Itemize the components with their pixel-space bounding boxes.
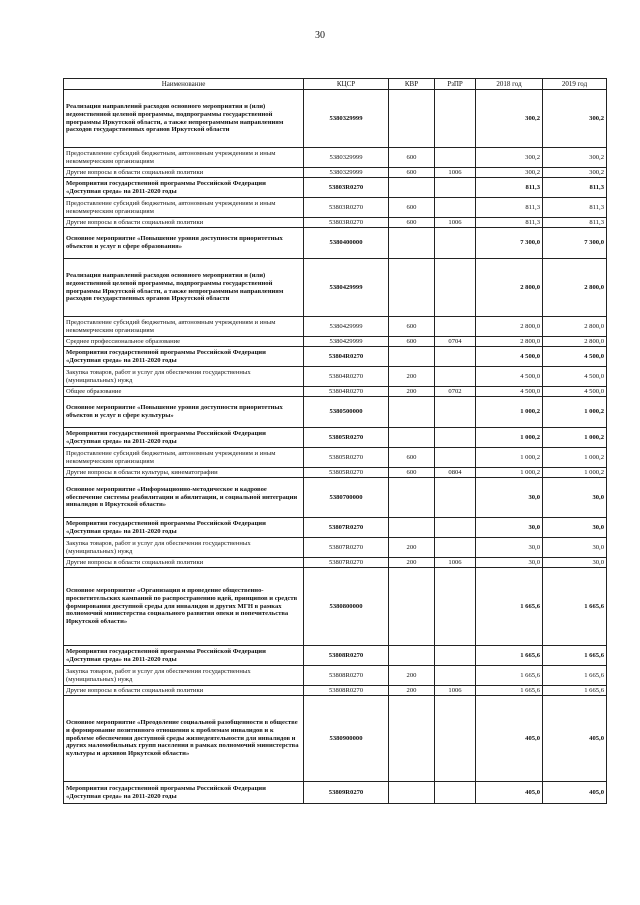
cell-name: Реализация направлений расходов основного мероприятия и (или) ведомственной целевой программы, подпрограммы государственной программы Иркутской области, а также непрограммным направлениям расходов государственных органов Иркутской области [64,90,304,148]
cell-2018: 300,2 [476,168,543,178]
cell-name: Основное мероприятие «Организация и проведение общественно-просветительских кампаний по распространению идей, принципов и средств формирования доступной среды для инвалидов и других МГН в рамках полномочий министерства социального развития опеки и попечительства Иркутской области» [64,568,304,646]
table-row [64,347,607,367]
cell-2018: 300,2 [476,148,543,168]
cell-kvr [389,568,435,646]
cell-kvr [389,259,435,317]
cell-2019: 1 000,2 [543,468,607,478]
cell-name: Мероприятия государственной программы Российской Федерации «Доступная среда» на 2011-2020 годы [64,518,304,538]
header-rzpr: РзПР [435,79,476,90]
cell-name: Основное мероприятие «Повышение уровня доступности приоритетных объектов и услуг в сфере образования» [64,228,304,259]
cell-2019: 405,0 [543,696,607,782]
cell-kcsr: 53805R0270 [304,468,389,478]
cell-2019: 1 665,6 [543,666,607,686]
cell-kvr [389,646,435,666]
cell-2019: 7 300,0 [543,228,607,259]
cell-kcsr: 5380329999 [304,168,389,178]
cell-kcsr: 5380429999 [304,317,389,337]
cell-rzpr: 1006 [435,558,476,568]
cell-rzpr [435,782,476,804]
cell-2019: 1 665,6 [543,686,607,696]
cell-kvr [389,518,435,538]
cell-rzpr [435,666,476,686]
cell-kvr [389,228,435,259]
cell-name: Основное мероприятие «Повышение уровня доступности приоритетных объектов и услуг в сфере культуры» [64,397,304,428]
cell-rzpr [435,148,476,168]
header-kvr: КВР [389,79,435,90]
table-body [64,90,607,804]
cell-kvr: 200 [389,387,435,397]
table-row [64,646,607,666]
cell-2019: 1 000,2 [543,397,607,428]
cell-2019: 811,3 [543,178,607,198]
cell-2018: 30,0 [476,518,543,538]
table-row [64,397,607,428]
cell-kcsr: 5380700000 [304,478,389,518]
cell-rzpr [435,367,476,387]
cell-kcsr: 53803R0270 [304,218,389,228]
cell-kvr: 600 [389,317,435,337]
cell-name: Основное мероприятие «Преодоление социальной разобщенности в обществе и формирование позитивного отношения к проблемам инвалидов и к проблеме обеспечения доступной среды жизнедеятельности для инвалидов и других маломобильных групп населения в рамках полномочий министерства культуры и архивов Иркутской области» [64,696,304,782]
cell-2019: 1 665,6 [543,568,607,646]
table-row [64,782,607,804]
cell-name: Другие вопросы в области социальной политики [64,686,304,696]
cell-rzpr [435,259,476,317]
cell-kcsr: 53809R0270 [304,782,389,804]
cell-2018: 1 000,2 [476,428,543,448]
cell-2018: 30,0 [476,478,543,518]
cell-name: Предоставление субсидий бюджетным, автономным учреждениям и иным некоммерческим организациям [64,448,304,468]
cell-2018: 4 500,0 [476,387,543,397]
cell-kcsr: 5380429999 [304,337,389,347]
cell-2019: 2 800,0 [543,317,607,337]
cell-kcsr: 53805R0270 [304,428,389,448]
cell-kvr [389,90,435,148]
cell-2019: 300,2 [543,168,607,178]
cell-kvr [389,696,435,782]
cell-2019: 30,0 [543,518,607,538]
cell-kvr [389,478,435,518]
cell-2019: 405,0 [543,782,607,804]
table-row [64,538,607,558]
cell-kvr [389,782,435,804]
cell-2018: 1 665,6 [476,666,543,686]
cell-rzpr [435,518,476,538]
cell-kcsr: 53808R0270 [304,666,389,686]
table-row [64,478,607,518]
table-row [64,228,607,259]
cell-2018: 1 000,2 [476,397,543,428]
cell-name: Общее образование [64,387,304,397]
cell-name: Предоставление субсидий бюджетным, автономным учреждениям и иным некоммерческим организациям [64,198,304,218]
cell-kvr: 200 [389,558,435,568]
table-row [64,148,607,168]
cell-kvr: 600 [389,337,435,347]
cell-rzpr [435,178,476,198]
cell-kvr: 600 [389,218,435,228]
cell-kvr: 200 [389,666,435,686]
cell-kvr: 600 [389,468,435,478]
cell-name: Мероприятия государственной программы Российской Федерации «Доступная среда» на 2011-2020 годы [64,646,304,666]
table-row [64,428,607,448]
cell-kcsr: 53807R0270 [304,518,389,538]
cell-kvr: 600 [389,198,435,218]
cell-rzpr [435,696,476,782]
cell-rzpr: 1006 [435,168,476,178]
cell-2018: 2 800,0 [476,259,543,317]
cell-name: Закупка товаров, работ и услуг для обеспечения государственных (муниципальных) нужд [64,538,304,558]
cell-name: Предоставление субсидий бюджетным, автономным учреждениям и иным некоммерческим организациям [64,148,304,168]
cell-rzpr [435,228,476,259]
cell-2019: 811,3 [543,198,607,218]
cell-name: Другие вопросы в области социальной политики [64,168,304,178]
cell-2019: 2 800,0 [543,259,607,317]
header-2018: 2018 год [476,79,543,90]
cell-kvr [389,178,435,198]
table-row [64,198,607,218]
cell-rzpr [435,448,476,468]
cell-kvr: 600 [389,448,435,468]
table-row [64,666,607,686]
cell-kcsr: 53803R0270 [304,178,389,198]
cell-name: Мероприятия государственной программы Российской Федерации «Доступная среда» на 2011-2020 годы [64,782,304,804]
cell-2019: 300,2 [543,148,607,168]
cell-kcsr: 53805R0270 [304,448,389,468]
cell-2019: 300,2 [543,90,607,148]
cell-2018: 2 800,0 [476,337,543,347]
cell-2019: 1 665,6 [543,646,607,666]
table-row [64,696,607,782]
cell-kcsr: 5380400000 [304,228,389,259]
cell-kcsr: 5380429999 [304,259,389,317]
table-row [64,568,607,646]
cell-rzpr [435,347,476,367]
cell-2018: 1 665,6 [476,568,543,646]
cell-rzpr [435,198,476,218]
cell-kvr: 200 [389,538,435,558]
cell-2019: 4 500,0 [543,367,607,387]
cell-rzpr [435,90,476,148]
cell-kvr: 600 [389,148,435,168]
cell-2019: 1 000,2 [543,428,607,448]
cell-2019: 4 500,0 [543,387,607,397]
cell-name: Среднее профессиональное образование [64,337,304,347]
table-row [64,259,607,317]
cell-2019: 4 500,0 [543,347,607,367]
table-row [64,387,607,397]
cell-name: Мероприятия государственной программы Российской Федерации «Доступная среда» на 2011-2020 годы [64,178,304,198]
cell-2018: 811,3 [476,218,543,228]
cell-2019: 30,0 [543,558,607,568]
cell-name: Основное мероприятие «Информационно-методическое и кадровое обеспечение системы реабилитации и абилитации, и социальной интеграции инвалидов в Иркутской области» [64,478,304,518]
cell-2018: 4 500,0 [476,367,543,387]
cell-name: Другие вопросы в области социальной политики [64,218,304,228]
cell-2018: 1 000,2 [476,468,543,478]
cell-2018: 300,2 [476,90,543,148]
cell-2018: 1 665,6 [476,686,543,696]
cell-rzpr [435,428,476,448]
cell-name: Другие вопросы в области социальной политики [64,558,304,568]
cell-rzpr: 0804 [435,468,476,478]
header-2019: 2019 год [543,79,607,90]
table-row [64,468,607,478]
cell-2018: 30,0 [476,558,543,568]
cell-kcsr: 5380329999 [304,148,389,168]
cell-kcsr: 5380500000 [304,397,389,428]
cell-2018: 2 800,0 [476,317,543,337]
table-row [64,558,607,568]
cell-rzpr [435,568,476,646]
cell-2018: 30,0 [476,538,543,558]
cell-2018: 811,3 [476,178,543,198]
cell-2018: 7 300,0 [476,228,543,259]
cell-rzpr [435,646,476,666]
cell-kvr: 600 [389,168,435,178]
cell-name: Мероприятия государственной программы Российской Федерации «Доступная среда» на 2011-2020 годы [64,347,304,367]
header-name: Наименование [64,79,304,90]
cell-kvr [389,397,435,428]
header-kcsr: КЦСР [304,79,389,90]
cell-2018: 811,3 [476,198,543,218]
cell-kvr [389,428,435,448]
cell-kcsr: 53803R0270 [304,198,389,218]
table-header-row [64,79,607,90]
cell-kcsr: 53807R0270 [304,538,389,558]
budget-table [63,78,607,804]
cell-name: Закупка товаров, работ и услуг для обеспечения государственных (муниципальных) нужд [64,666,304,686]
table-row [64,168,607,178]
cell-rzpr: 0704 [435,337,476,347]
cell-kvr: 200 [389,367,435,387]
cell-rzpr: 1006 [435,218,476,228]
cell-rzpr: 1006 [435,686,476,696]
cell-2019: 811,3 [543,218,607,228]
cell-kvr: 200 [389,686,435,696]
cell-name: Закупка товаров, работ и услуг для обеспечения государственных (муниципальных) нужд [64,367,304,387]
table-row [64,337,607,347]
cell-rzpr [435,478,476,518]
cell-rzpr: 0702 [435,387,476,397]
table-row [64,686,607,696]
cell-2018: 405,0 [476,696,543,782]
table-row [64,178,607,198]
cell-name: Мероприятия государственной программы Российской Федерации «Доступная среда» на 2011-2020 годы [64,428,304,448]
cell-name: Другие вопросы в области культуры, кинематографии [64,468,304,478]
table-row [64,218,607,228]
cell-2018: 1 665,6 [476,646,543,666]
cell-kcsr: 53808R0270 [304,646,389,666]
cell-kcsr: 5380900000 [304,696,389,782]
cell-kcsr: 53808R0270 [304,686,389,696]
cell-kcsr: 53807R0270 [304,558,389,568]
cell-2018: 1 000,2 [476,448,543,468]
cell-kcsr: 53804R0270 [304,387,389,397]
cell-2019: 30,0 [543,478,607,518]
cell-name: Предоставление субсидий бюджетным, автономным учреждениям и иным некоммерческим организациям [64,317,304,337]
cell-2018: 405,0 [476,782,543,804]
table-row [64,367,607,387]
cell-2019: 1 000,2 [543,448,607,468]
cell-kcsr: 53804R0270 [304,367,389,387]
cell-kcsr: 5380800000 [304,568,389,646]
table-row [64,448,607,468]
cell-2019: 2 800,0 [543,337,607,347]
cell-name: Реализация направлений расходов основного мероприятия и (или) ведомственной целевой программы, подпрограммы государственной программы Иркутской области, а также непрограммным направлениям расходов государственных органов Иркутской области [64,259,304,317]
table-row [64,518,607,538]
cell-kcsr: 5380329999 [304,90,389,148]
cell-2019: 30,0 [543,538,607,558]
cell-rzpr [435,397,476,428]
cell-kcsr: 53804R0270 [304,347,389,367]
cell-kvr [389,347,435,367]
cell-rzpr [435,538,476,558]
table-row [64,317,607,337]
page-number: 30 [315,30,325,41]
cell-2018: 4 500,0 [476,347,543,367]
table-row [64,90,607,148]
cell-rzpr [435,317,476,337]
